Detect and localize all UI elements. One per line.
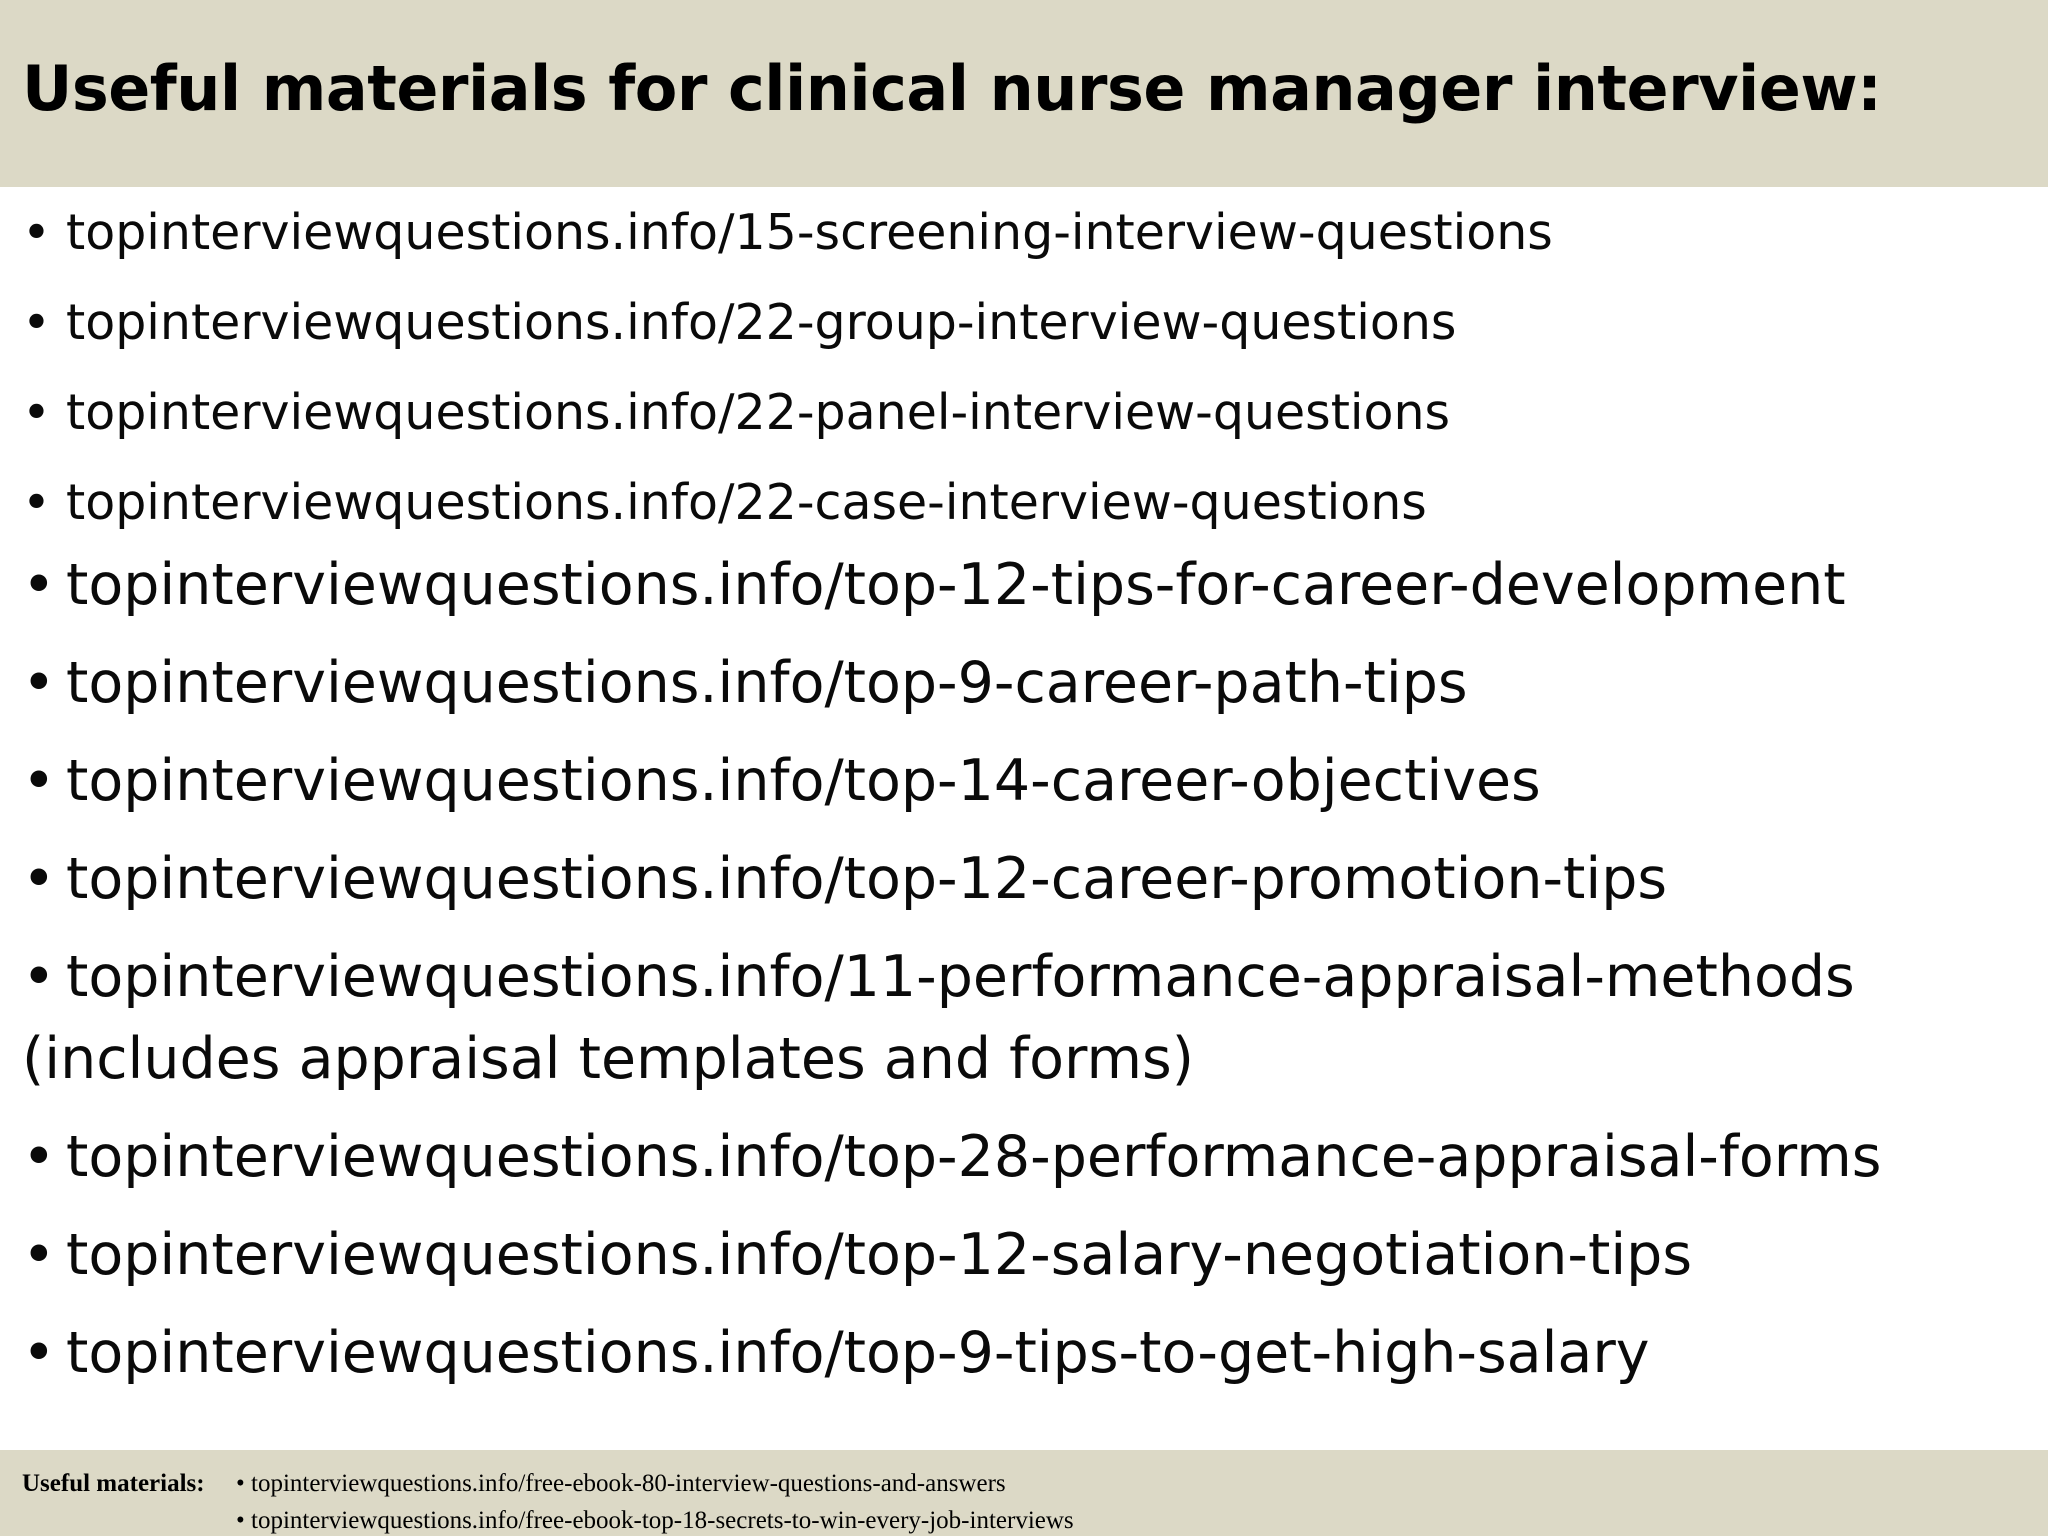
bullet: •: [22, 650, 56, 716]
list-item[interactable]: [22, 1222, 1692, 1288]
footer-band: [0, 1450, 2048, 1536]
list-item[interactable]: [22, 552, 1846, 618]
bullet: •: [22, 1124, 56, 1190]
list-item[interactable]: [22, 944, 1855, 1010]
link-text[interactable]: topinterviewquestions.info/top-28-performance-appraisal-forms: [66, 1124, 1882, 1190]
bullet: •: [22, 552, 56, 618]
list-item[interactable]: [22, 846, 1667, 912]
list-item[interactable]: [22, 384, 1450, 441]
bullet: •: [22, 204, 51, 261]
link-text[interactable]: topinterviewquestions.info/top-12-salary-negotiation-tips: [66, 1222, 1693, 1288]
link-text[interactable]: topinterviewquestions.info/top-9-career-path-tips: [66, 650, 1468, 716]
title-band: [0, 0, 2048, 187]
footer-label-text: Useful materials: [22, 1470, 197, 1497]
bullet: •: [22, 1222, 56, 1288]
footer-link[interactable]: • topinterviewquestions.info/free-ebook-80-interview-questions-and-answers: [236, 1470, 1006, 1497]
list-item[interactable]: [22, 294, 1456, 351]
list-item[interactable]: [22, 474, 1427, 531]
list-item[interactable]: [22, 748, 1541, 814]
list-item[interactable]: [22, 1124, 1881, 1190]
link-text[interactable]: topinterviewquestions.info/22-panel-interview-questions: [66, 384, 1451, 441]
list-item[interactable]: [22, 650, 1468, 716]
link-text[interactable]: topinterviewquestions.info/15-screening-interview-questions: [66, 204, 1553, 261]
bullet: •: [22, 294, 51, 351]
footer-link[interactable]: • topinterviewquestions.info/free-ebook-top-18-secrets-to-win-every-job-interviews: [236, 1507, 1074, 1534]
slide-title: Useful materials for clinical nurse manager interview:: [22, 52, 1882, 125]
link-text[interactable]: topinterviewquestions.info/22-case-interview-questions: [66, 474, 1427, 531]
bullet: •: [22, 846, 56, 912]
link-text[interactable]: topinterviewquestions.info/top-14-career-objectives: [66, 748, 1541, 814]
bullet: •: [22, 474, 51, 531]
list-item[interactable]: [22, 1320, 1650, 1386]
appraisal-note: (includes appraisal templates and forms): [22, 1026, 1194, 1092]
link-text[interactable]: topinterviewquestions.info/11-performance-appraisal-methods: [66, 944, 1855, 1010]
footer-label: Useful materials:: [22, 1470, 205, 1497]
link-text[interactable]: topinterviewquestions.info/22-group-interview-questions: [66, 294, 1457, 351]
bullet: •: [22, 944, 56, 1010]
bullet: •: [22, 748, 56, 814]
link-text[interactable]: topinterviewquestions.info/top-12-career-promotion-tips: [66, 846, 1668, 912]
list-item[interactable]: [22, 204, 1553, 261]
bullet: •: [22, 1320, 56, 1386]
link-text[interactable]: topinterviewquestions.info/top-9-tips-to-get-high-salary: [66, 1320, 1650, 1386]
link-text[interactable]: topinterviewquestions.info/top-12-tips-for-career-development: [66, 552, 1846, 618]
bullet: •: [22, 384, 51, 441]
